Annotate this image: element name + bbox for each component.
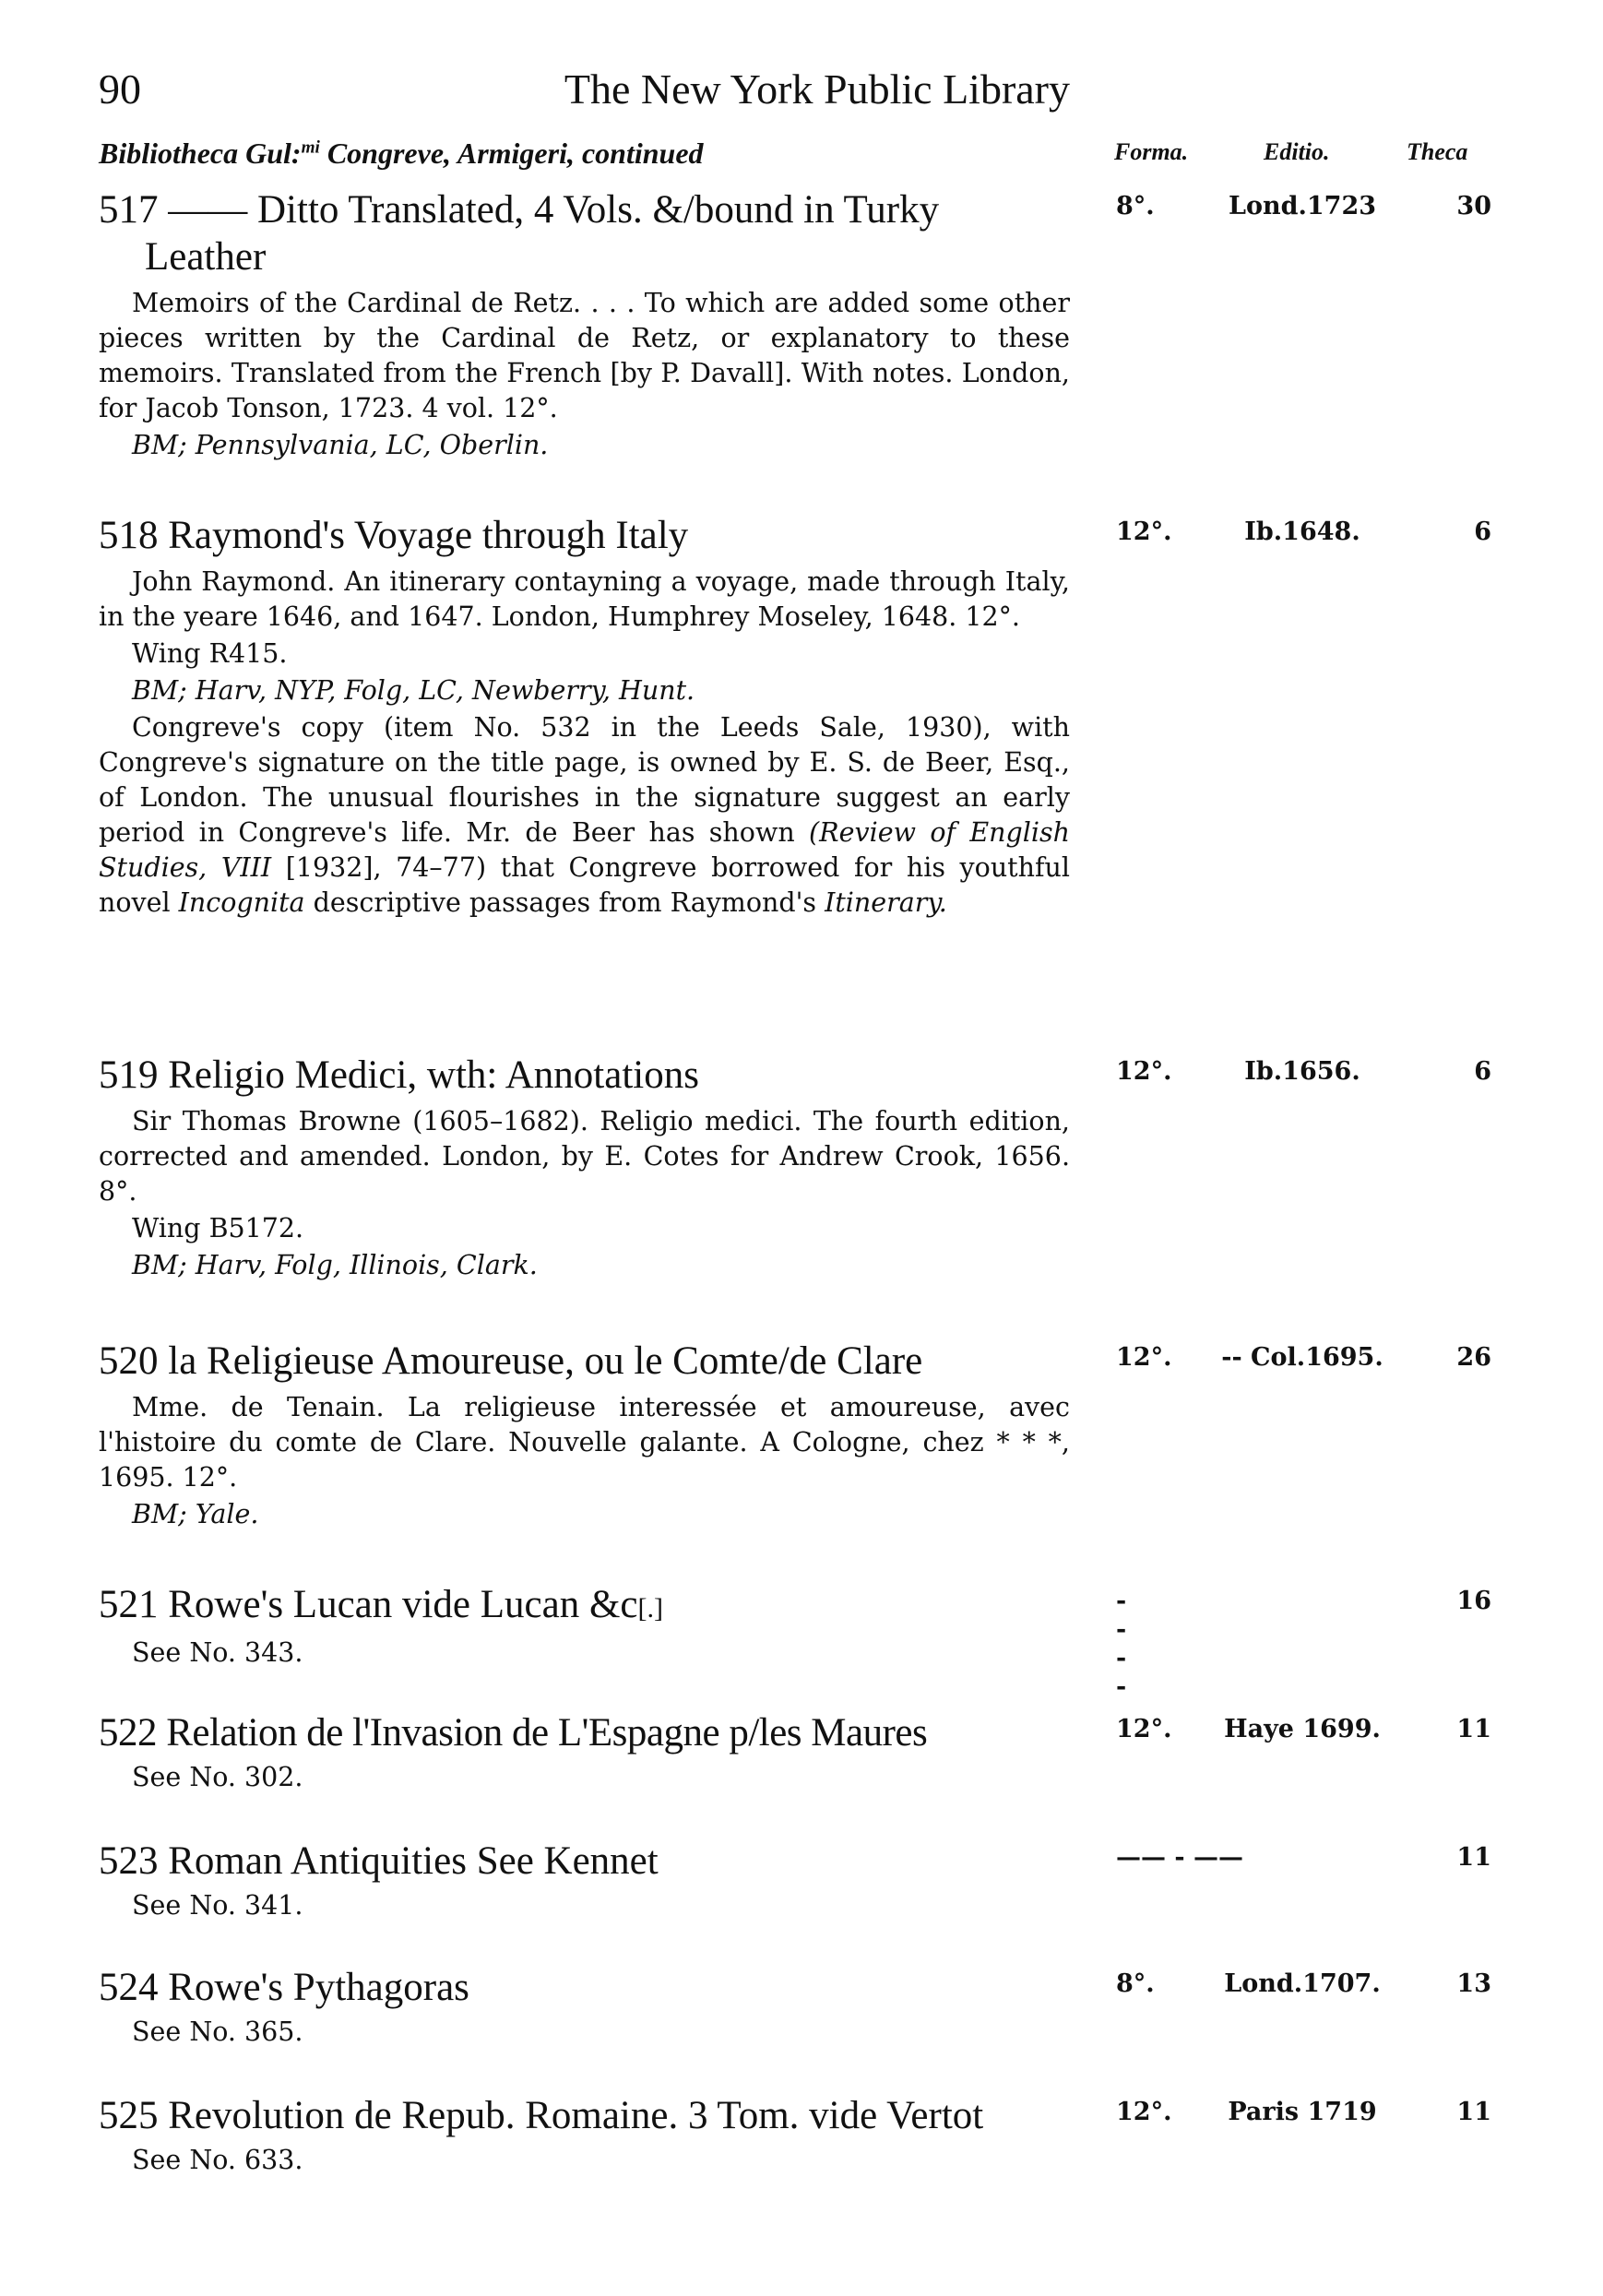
theca-value: 11	[1456, 1715, 1491, 1743]
forma-value: 8°.	[1116, 1969, 1155, 1998]
entry-title	[99, 1581, 1070, 1632]
cross-reference: See No. 633.	[132, 2145, 303, 2175]
library-title: The New York Public Library	[564, 65, 1070, 113]
theca-value: 13	[1456, 1969, 1491, 1998]
catalog-entry-525	[99, 2092, 1491, 2178]
editio-value: Ib.1656.	[1244, 1057, 1360, 1086]
cross-reference: See No. 341.	[132, 1890, 303, 1921]
entry-description: Mme. de Tenain. La religieuse interessée et amoureuse, avec l'histoire du comte de Clare. Nouvelle galante. A Cologne, chez * * *, 1695. 12°.	[99, 1392, 1070, 1493]
column-header-theca: Theca	[1407, 138, 1468, 165]
entry-reference: Wing R415.	[132, 638, 288, 669]
editio-value: Paris 1719	[1228, 2098, 1377, 2126]
forma-value: 12°.	[1116, 1715, 1172, 1743]
catalog-entry-523	[99, 1838, 1491, 1923]
entry-description: Memoirs of the Cardinal de Retz. . . . To which are added some other pieces written by the Cardinal de Retz, or explanatory to these memoirs. Translated from the French [by P. Davall]. With notes. London, for Jacob Tonson, 1723. 4 vol. 12°.	[99, 288, 1070, 423]
title-suffix: [.]	[637, 1592, 664, 1624]
editio-value: -- Col.1695.	[1221, 1343, 1383, 1372]
note-text: Congreve's copy (item No. 532 in the Leeds Sale, 1930), with Congreve's signature on the title page, is owned by E. S. de Beer, Esq., of London. The unusual flourishes in the signature suggest an early period in Congreve's life. Mr. de Beer has shown	[99, 712, 1070, 848]
forma-value: 8°.	[1116, 192, 1155, 220]
forma-value: 12°.	[1116, 2098, 1172, 2126]
theca-value: 11	[1456, 1843, 1491, 1872]
column-header-forma: Forma.	[1114, 138, 1189, 165]
note-text: [1932], 74–77) that Congreve borrowed for his youthful novel	[99, 852, 1070, 918]
entry-description: John Raymond. An itinerary contayning a voyage, made through Italy, in the yeare 1646, and 1647. London, Humphrey Moseley, 1648. 12°.	[99, 566, 1070, 632]
note-italic: Incognita	[178, 887, 305, 918]
entry-note	[99, 710, 1070, 921]
theca-value: 16	[1456, 1587, 1491, 1615]
running-header	[99, 65, 1070, 120]
note-text: descriptive passages from Raymond's	[304, 887, 825, 918]
entry-title: 524 Rowe's Pythagoras	[99, 1966, 469, 2009]
note-italic: Itinerary.	[825, 887, 947, 918]
section-subheading	[99, 137, 704, 171]
catalog-entry-519	[99, 1052, 1491, 1285]
entry-reference: Wing B5172.	[132, 1213, 304, 1243]
theca-value: 30	[1456, 192, 1491, 220]
editio-value: Ib.1648.	[1244, 517, 1360, 546]
theca-value: 26	[1456, 1343, 1491, 1372]
page-number: 90	[99, 65, 141, 113]
theca-value: 6	[1474, 517, 1491, 546]
entry-title: 525 Revolution de Repub. Romaine. 3 Tom. vide Vertot	[99, 2094, 984, 2137]
entry-libraries: BM; Pennsylvania, LC, Oberlin.	[132, 430, 549, 460]
entry-libraries: BM; Yale.	[132, 1499, 259, 1529]
forma-value: 12°.	[1116, 517, 1172, 546]
catalog-entry-518	[99, 512, 1491, 922]
entry-libraries: BM; Harv, Folg, Illinois, Clark.	[132, 1250, 538, 1280]
editio-value: Haye 1699.	[1224, 1715, 1381, 1743]
title-text: 521 Rowe's Lucan vide Lucan &c	[99, 1583, 638, 1626]
column-header-editio: Editio.	[1264, 138, 1330, 165]
entry-libraries: BM; Harv, NYP, Folg, LC, Newberry, Hunt.	[132, 675, 695, 706]
catalog-entry-520	[99, 1338, 1491, 1534]
editio-value: Lond.1707.	[1224, 1969, 1381, 1998]
entry-title: 519 Religio Medici, wth: Annotations	[99, 1053, 699, 1097]
note-italic: (Review of English Studies, VIII	[99, 817, 1070, 883]
catalog-entry-524	[99, 1964, 1491, 2050]
entry-title: 522 Relation de l'Invasion de L'Espagne p/les Maures	[99, 1711, 928, 1755]
cross-reference: See No. 365.	[132, 2016, 303, 2047]
editio-value: Lond.1723	[1228, 192, 1377, 220]
catalog-entry-522	[99, 1709, 1491, 1795]
catalog-entry-521	[99, 1581, 1491, 1701]
cross-reference: See No. 343.	[132, 1637, 303, 1668]
entry-title: 523 Roman Antiquities See Kennet	[99, 1839, 659, 1883]
cross-reference: See No. 302.	[132, 1762, 303, 1792]
forma-value: 12°.	[1116, 1343, 1172, 1372]
entry-description: Sir Thomas Browne (1605–1682). Religio medici. The fourth edition, corrected and amended. London, by E. Cotes for Andrew Crook, 1656. 8°.	[99, 1106, 1070, 1207]
subhead-sup: mi	[301, 137, 320, 158]
subhead-rest: Congreve, Armigeri, continued	[319, 137, 704, 170]
forma-value: —— - ——	[1116, 1843, 1244, 1872]
entry-title: 520 la Religieuse Amoureuse, ou le Comte/de Clare	[99, 1339, 923, 1383]
subhead-main: Bibliotheca Gul:	[99, 137, 302, 170]
catalog-entry-517	[99, 186, 1491, 465]
forma-value: 12°.	[1116, 1057, 1172, 1086]
forma-value: ----	[1116, 1587, 1127, 1701]
entry-title: 517 —— Ditto Translated, 4 Vols. &/bound in Turky Leather	[99, 188, 940, 279]
theca-value: 6	[1474, 1057, 1491, 1086]
entry-title: 518 Raymond's Voyage through Italy	[99, 514, 689, 557]
theca-value: 11	[1456, 2098, 1491, 2126]
